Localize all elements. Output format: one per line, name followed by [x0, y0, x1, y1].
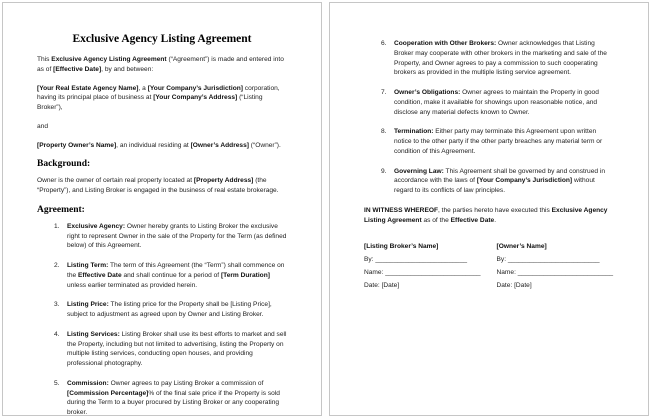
signature-party-name: [Listing Broker’s Name]: [364, 243, 439, 251]
list-item-listing-term: [37, 261, 287, 290]
intro-paragraph: This Exclusive Agency Listing Agreement (“Agreement”) is made and entered into as of [Effective Date], by and between:: [37, 56, 284, 73]
list-item-number: 5.: [54, 379, 60, 387]
signature-block: [364, 243, 614, 295]
list-item-text: Listing Price: The listing price for the Property shall be [Listing Price], subject to adjustment as agreed upon by Owner and Listing Broker.: [67, 301, 272, 318]
witness-paragraph: IN WITNESS WHEREOF, the parties hereto have executed this Exclusive Agency Listing Agreement as of the Effective Date.: [364, 206, 608, 224]
list-item-text: Owner’s Obligations: Owner agrees to maintain the Property in good condition, make it available for showings upon reasonable notice, and disclose any material defects known to Owner.: [394, 89, 599, 116]
list-item-owners-obligations: [364, 88, 614, 117]
list-item-exclusive-agency: [37, 222, 287, 251]
list-item-cooperation: [364, 39, 614, 78]
owner-signature-column: [497, 243, 615, 295]
list-item-listing-services: [37, 330, 287, 369]
list-item-text: Listing Services: Listing Broker shall use its best efforts to market and sell the Property, including but not limited to advertising, listing the Property on multiple listing services, conducting open houses, and providing professional photography.: [67, 330, 287, 367]
signature-name-line: Name: __________________________: [364, 269, 481, 277]
signature-party-name: [Owner’s Name]: [496, 243, 547, 251]
list-item-text: Governing Law: This Agreement shall be governed by and construed in accordance with the laws of [Your Company’s Jurisdiction] without regard to its conflicts of law principles.: [394, 167, 605, 194]
signature-name-line: Name: __________________________: [496, 269, 614, 277]
list-item-text: Commission: Owner agrees to pay Listing Broker a commission of [Commission Percentage]% of the final sale price if the Property is sold during the Term to a buyer procured by Listing Broker or any cooperating broker.: [67, 379, 280, 416]
list-item-number: 8.: [381, 128, 387, 136]
list-item-number: 2.: [54, 262, 60, 269]
broker-party-paragraph: [Your Real Estate Agency Name], a [Your Company’s Jurisdiction] corporation, having its principal place of business at [Your Company’s Address] (“Listing Broker”),: [37, 84, 280, 111]
list-item-text: Termination: Either party may terminate this Agreement upon written notice to the other party if the other party breaches any material term or condition of this Agreement.: [394, 128, 603, 155]
listing-broker-signature-column: [364, 243, 482, 295]
list-item-number: 1.: [54, 222, 60, 230]
list-item-number: 4.: [54, 330, 60, 338]
list-item-number: 9.: [381, 167, 387, 175]
list-item-number: 7.: [381, 89, 387, 96]
signature-date-line: Date: [Date]: [364, 282, 400, 290]
list-item-number: 3.: [54, 301, 60, 309]
owner-party-paragraph: [Property Owner’s Name], an individual residing at [Owner’s Address] (“Owner”).: [37, 141, 281, 149]
list-item-number: 6.: [381, 40, 387, 47]
background-heading: Background:: [37, 159, 91, 170]
background-paragraph: Owner is the owner of certain real property located at [Property Address] (the “Property”), and Listing Broker is engaged in the business of real estate brokerage.: [37, 177, 279, 194]
list-item-commission: [37, 379, 287, 416]
page-2: [329, 2, 649, 416]
page-1: [2, 2, 322, 416]
list-item-listing-price: [37, 300, 287, 320]
list-item-governing-law: [364, 167, 614, 196]
connector-paragraph: and: [37, 122, 49, 130]
list-item-termination: [364, 127, 614, 156]
document-title: Exclusive Agency Listing Agreement: [72, 33, 252, 45]
agreement-heading: Agreement:: [37, 204, 85, 215]
list-item-text: Exclusive Agency: Owner hereby grants to Listing Broker the exclusive right to represent Owner in the sale of the Property for the Term (as defined below) of this Agreement.: [67, 222, 287, 250]
signature-date-line: Date: [Date]: [496, 282, 532, 290]
signature-by-line: By: _________________________: [364, 256, 468, 264]
list-item-text: Cooperation with Other Brokers: Owner acknowledges that Listing Broker may cooperate with other brokers in the marketing and sale of the Property, and Owner agrees to pay a commission to such cooperating brokers as provided in the multiple listing service agreement.: [394, 40, 607, 77]
signature-by-line: By: _________________________: [496, 256, 600, 264]
list-item-text: Listing Term: The term of this Agreement (the “Term”) shall commence on the Effective Date and shall continue for a period of [Term Duration] unless earlier terminated as provided herein.: [67, 262, 285, 289]
